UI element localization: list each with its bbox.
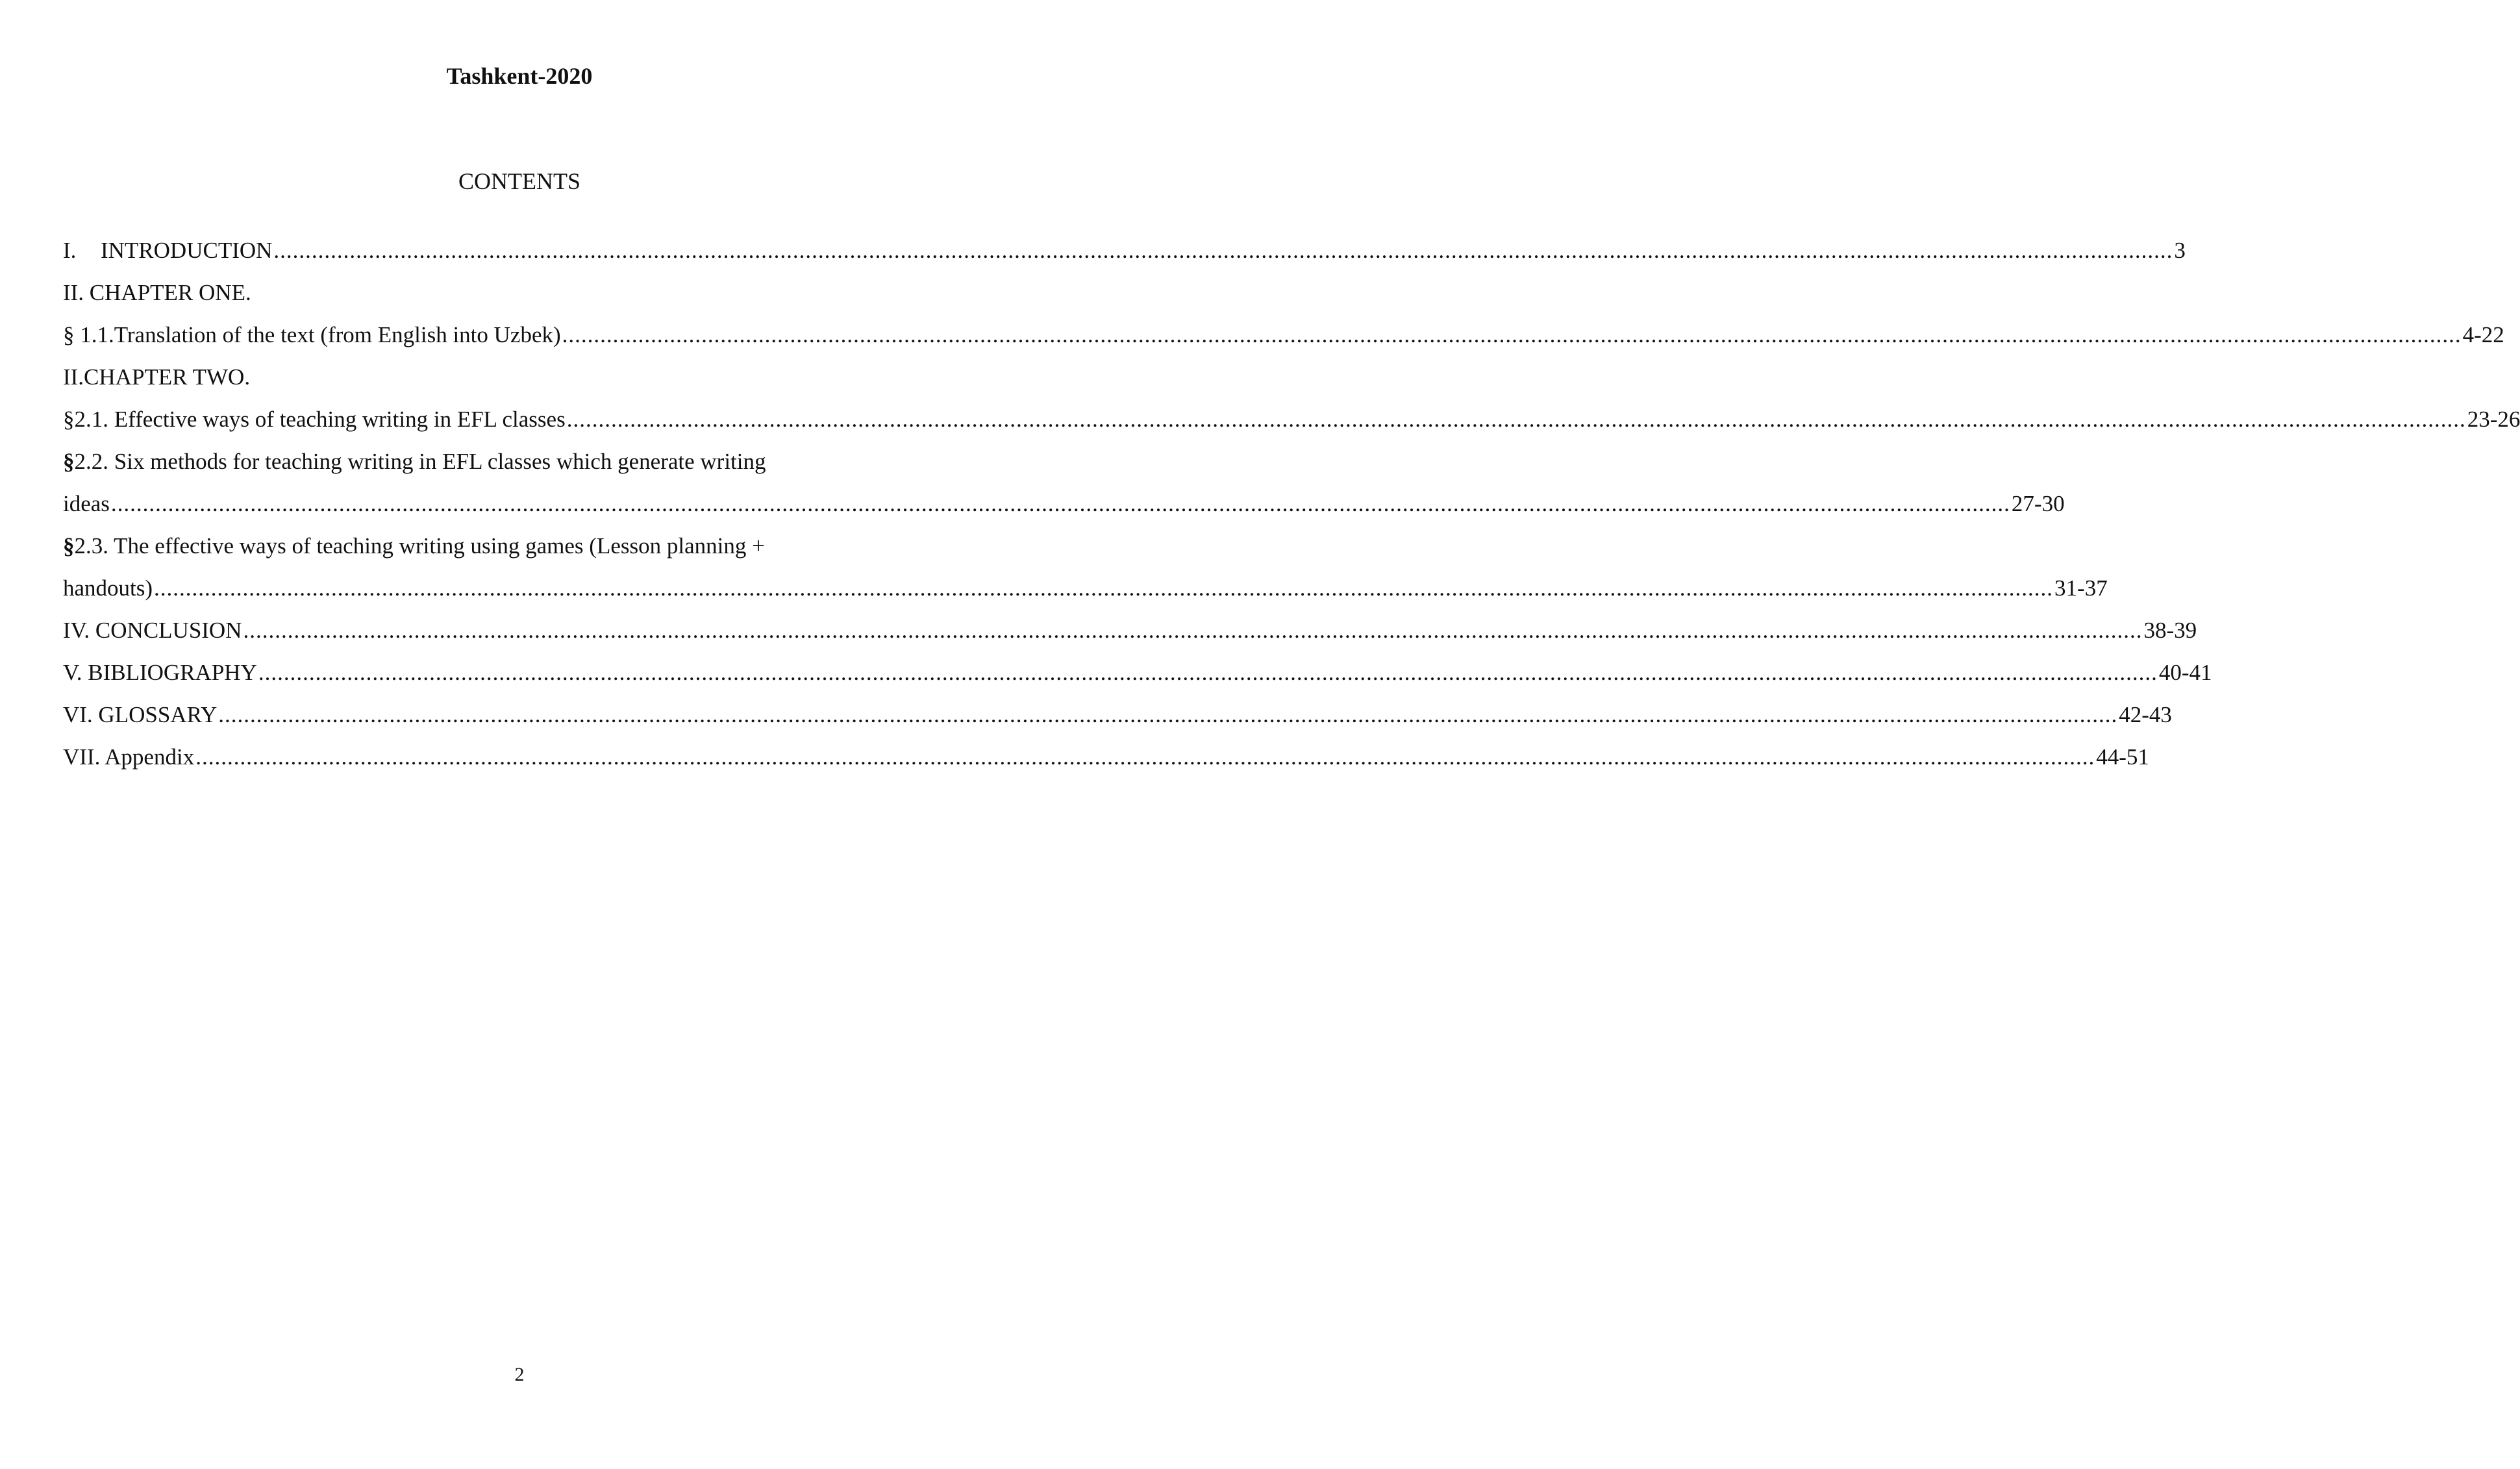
toc-page-number: 38-39	[2143, 618, 2197, 643]
page-number: 2	[514, 1364, 525, 1385]
toc-entry-label: handouts)	[63, 575, 153, 601]
toc-entry-introduction	[63, 232, 2186, 275]
dot-leader: ............................................................................................................................................................................................................................................................................................................	[243, 618, 2143, 643]
toc-entry-label: 2.3. The effective ways of teaching writing using games (Lesson planning +	[74, 533, 765, 559]
dot-leader: ............................................................................................................................................................................................................................................................................................................	[218, 702, 2118, 727]
toc-entry-number: I.	[63, 238, 77, 263]
toc-entry-2-3-line1	[63, 528, 977, 570]
toc-entry-label: ideas	[63, 491, 110, 516]
toc-entry-2-2-line1	[63, 444, 977, 486]
toc-entry-1-1	[63, 317, 2504, 359]
table-of-contents	[63, 232, 2520, 781]
dot-leader: ............................................................................................................................................................................................................................................................................................................	[110, 491, 2010, 516]
dot-leader: ............................................................................................................................................................................................................................................................................................................	[566, 407, 2466, 432]
toc-page-number: 44-51	[2096, 744, 2149, 770]
toc-chapter-two-heading: II.CHAPTER TWO.	[63, 364, 251, 390]
toc-page-number: 3	[2174, 238, 2186, 263]
toc-entry-bibliography	[63, 655, 2212, 697]
toc-entry-2-1	[63, 401, 2520, 444]
toc-page-number: 40-41	[2158, 660, 2212, 685]
toc-entry-label: IV. CONCLUSION	[63, 618, 242, 643]
toc-entry-label: V. BIBLIOGRAPHY	[63, 660, 257, 685]
dot-leader: ............................................................................................................................................................................................................................................................................................................	[562, 322, 2462, 347]
toc-page-number: 23-26	[2467, 407, 2520, 432]
dot-leader: ............................................................................................................................................................................................................................................................................................................	[258, 660, 2158, 685]
toc-page-number: 31-37	[2054, 575, 2108, 601]
contents-title: CONTENTS	[458, 168, 580, 194]
toc-page-number: 27-30	[2011, 491, 2065, 516]
toc-entry-label: §2.1. Effective ways of teaching writing in EFL classes	[63, 407, 566, 432]
toc-page-number: 42-43	[2119, 702, 2172, 727]
section-sign: §	[63, 449, 75, 474]
toc-entry-label: § 1.1.Translation of the text (from English into Uzbek)	[63, 322, 561, 347]
toc-entry-label: 2.2. Six methods for teaching writing in EFL classes which generate writing	[74, 449, 766, 474]
toc-page-number: 4-22	[2462, 322, 2504, 347]
dot-leader: ............................................................................................................................................................................................................................................................................................................	[195, 744, 2095, 770]
toc-entry-glossary	[63, 697, 2172, 739]
toc-entry-label: VI. GLOSSARY	[63, 702, 218, 727]
city-year-heading: Tashkent-2020	[446, 63, 593, 89]
toc-entry-appendix	[63, 739, 2149, 781]
toc-entry-label: I. INTRODUCTION	[63, 232, 272, 268]
dot-leader: ............................................................................................................................................................................................................................................................................................................	[154, 575, 2054, 601]
toc-chapter-one-heading: II. CHAPTER ONE.	[63, 280, 251, 305]
toc-entry-conclusion	[63, 612, 2197, 655]
toc-entry-label: VII. Appendix	[63, 744, 195, 770]
dot-leader: ............................................................................................................................................................................................................................................................................................................	[273, 238, 2173, 263]
section-sign: §	[63, 533, 75, 559]
toc-entry-2-2-line2	[63, 486, 2065, 528]
toc-entry-2-3-line2	[63, 570, 2108, 612]
